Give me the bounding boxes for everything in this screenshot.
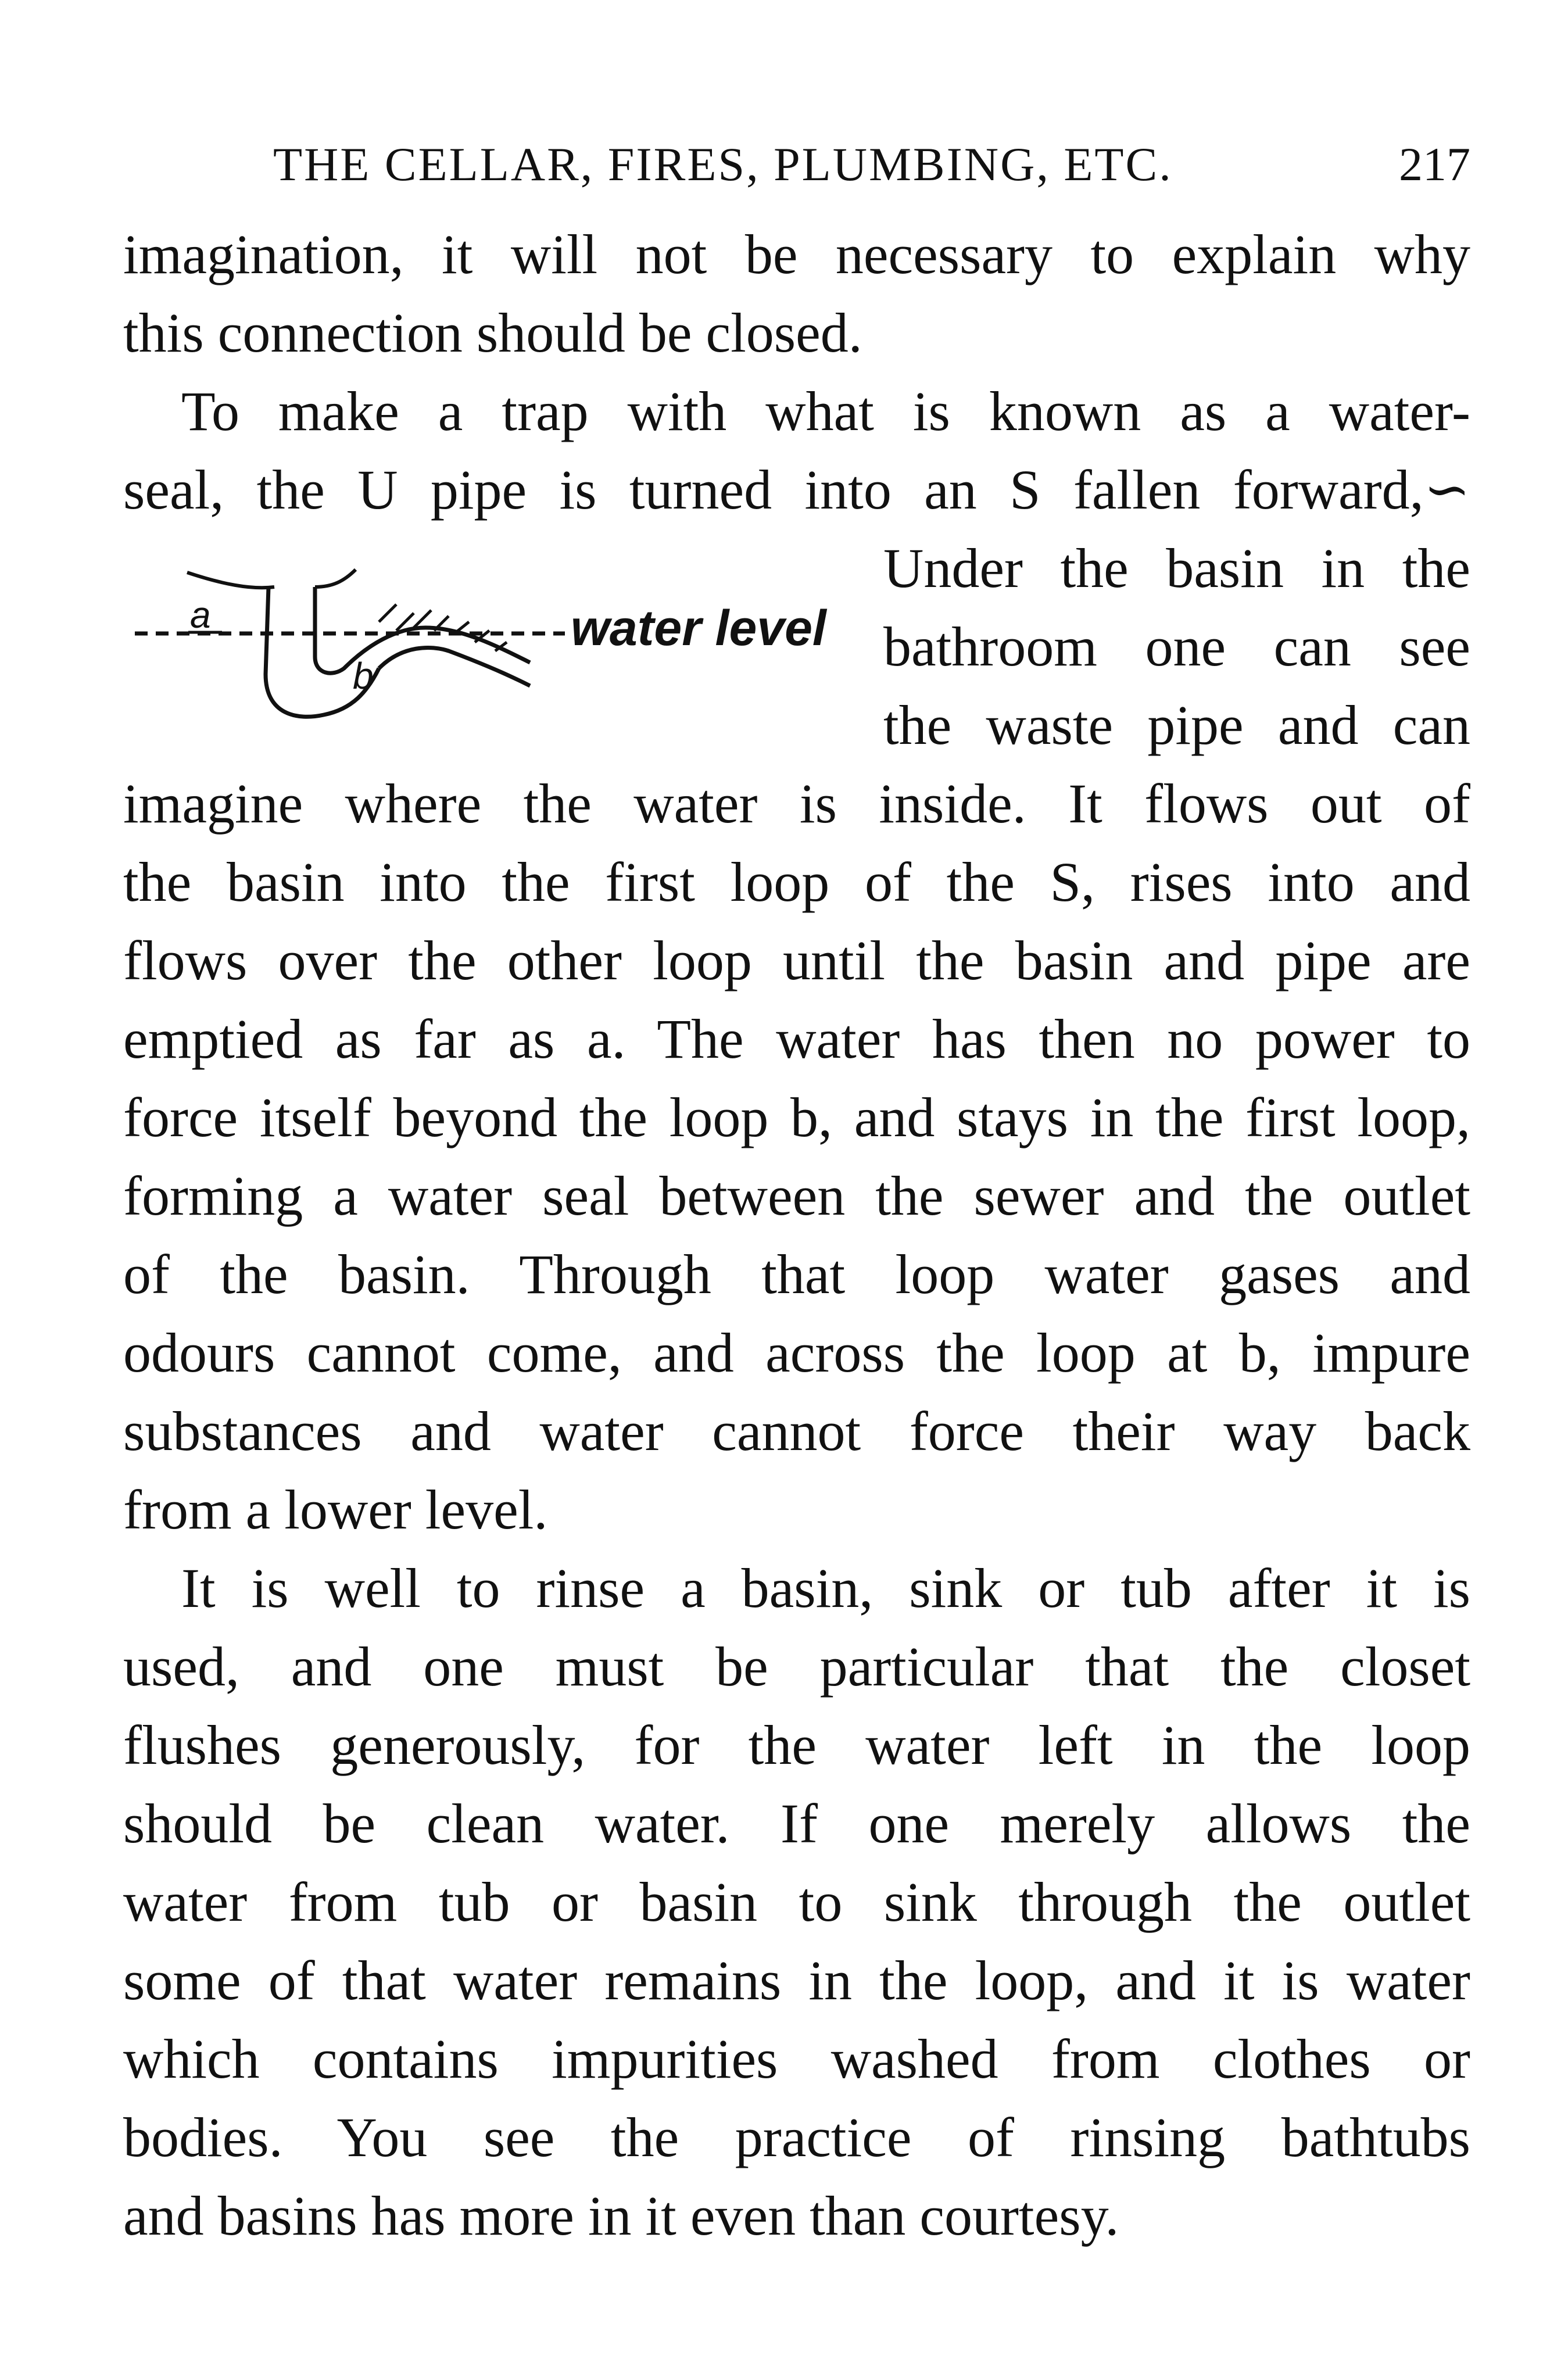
text-line: this connection should be closed.: [123, 302, 862, 364]
text-line: used, and one must be particular that the closet: [123, 1635, 1470, 1698]
text-line: from a lower level.: [123, 1479, 548, 1541]
pipe-flare-right: [315, 570, 356, 587]
s-curve-glyph: ∽: [1423, 459, 1470, 521]
text-line: bathroom one can see: [883, 615, 1470, 678]
beside-figure-text: [883, 529, 1470, 764]
text-line: and basins has more in it even than courtesy.: [123, 2185, 1119, 2247]
text-line: bodies. You see the practice of rinsing bathtubs: [123, 2106, 1470, 2168]
text-line: emptied as far as a. The water has then no power to: [123, 1008, 1470, 1070]
label-b: b: [353, 655, 374, 697]
label-water-level: water level: [571, 600, 826, 656]
text-line: water from tub or basin to sink through the outlet: [123, 1871, 1470, 1933]
paragraph-trap-explanation: [123, 764, 1470, 1549]
text-line: the basin into the first loop of the S, rises into and: [123, 851, 1470, 913]
s-trap-figure: [123, 529, 867, 764]
text-line: It is well to rinse a basin, sink or tub after it is: [181, 1557, 1470, 1619]
text-line: the waste pipe and can: [883, 694, 1470, 756]
page-number: 217: [1399, 138, 1470, 191]
text-line: which contains impurities washed from clothes or: [123, 2028, 1470, 2090]
text-line: Under the basin in the: [883, 537, 1470, 599]
text-line: imagine where the water is inside. It flows out of: [123, 772, 1470, 835]
paragraph-trap-intro: [123, 372, 1470, 529]
text-line: imagination, it will not be necessary to explain why: [123, 223, 1470, 285]
s-trap-diagram: [123, 529, 867, 764]
text-line: of the basin. Through that loop water gases and: [123, 1243, 1470, 1305]
text-line: [123, 450, 1470, 529]
text-line: some of that water remains in the loop, and it is water: [123, 1949, 1470, 2011]
text-line: To make a trap with what is known as a water-: [181, 380, 1470, 442]
paragraph-rinsing: [123, 1549, 1470, 2255]
text-line: force itself beyond the loop b, and stays in the first loop,: [123, 1086, 1470, 1148]
text-line: forming a water seal between the sewer and the outlet: [123, 1165, 1470, 1227]
text-line: substances and water cannot force their way back: [123, 1400, 1470, 1462]
label-a: a: [190, 594, 211, 636]
text-line-content: seal, the U pipe is turned into an S fallen forward,: [123, 459, 1424, 521]
running-head: THE CELLAR, FIRES, PLUMBING, ETC.: [273, 138, 1173, 191]
text-line: flushes generously, for the water left in the loop: [123, 1714, 1470, 1776]
text-line: odours cannot come, and across the loop at b, impure: [123, 1322, 1470, 1384]
text-line: should be clean water. If one merely allows the: [123, 1792, 1470, 1855]
page-header: [273, 133, 1470, 196]
text-line: flows over the other loop until the basin and pipe are: [123, 929, 1470, 991]
pipe-flare-left: [187, 572, 274, 588]
paragraph-continued: [123, 215, 1470, 372]
